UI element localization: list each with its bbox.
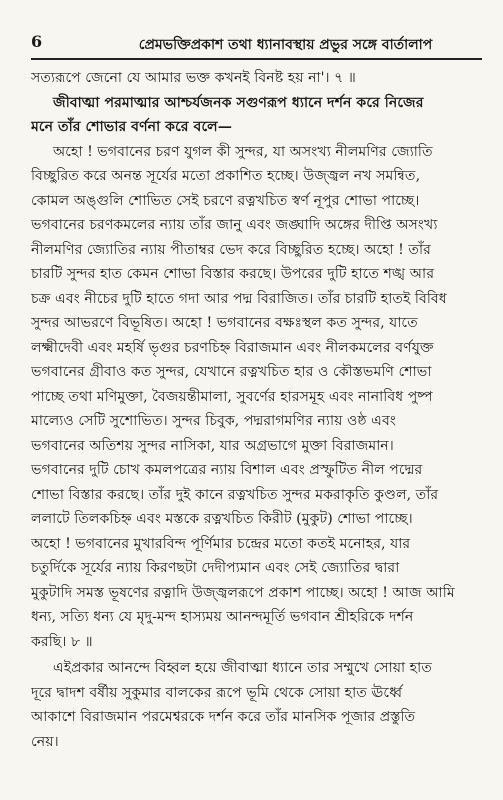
- running-title: প্রেমভক্তিপ্রকাশ তথা ধ্যানাবস্থায় প্রভুর সঙ্গে বার্তালাপ: [138, 37, 433, 53]
- text-line: চতুর্দিকে সূর্যের ন্যায় কিরণছটা দেদীপ্যমান এবং সেই জ্যোতির দ্বারা: [31, 560, 400, 576]
- text-line: লক্ষ্মীদেবী এবং মহর্ষি ভৃগুর চরণচিহ্ন বিরাজমান এবং নীলকমলের বর্ণযুক্ত: [31, 339, 434, 356]
- text-line: চক্র এবং নীচের দুটি হাতে গদা আর পদ্ম বিরাজিত। তাঁর চারটি হাতই বিবিধ: [31, 290, 447, 307]
- text-line: দূরে দ্বাদশ বর্ষীয় সুকুমার বালকের রূপে ভূমি থেকে সোয়া হাত ঊর্ধ্বে: [31, 684, 403, 701]
- header-divider: [31, 58, 482, 60]
- page-header: [31, 32, 482, 58]
- text-line: সুন্দর আভরণে বিভূষিত। অহো ! ভগবানের বক্ষঃস্থল কত সুন্দর, যাতে: [31, 315, 418, 331]
- bold-heading-line: জীবাত্মা পরমাত্মার আশ্চর্যজনক সগুণরূপ ধ্যানে দর্শন করে নিজের: [53, 94, 424, 111]
- text-line: নীলমণির জ্যোতির ন্যায় পীতাম্বর ভেদ করে বিচ্ছুরিত হচ্ছে। অহো ! তাঁর: [31, 241, 431, 258]
- text-line: আকাশে বিরাজমান পরমেশ্বরকে দর্শন করে তাঁর মানসিক পূজার প্রস্তুতি: [31, 709, 416, 725]
- bold-heading-line: মনে তাঁর শোভার বর্ণনা করে বলে—: [31, 119, 232, 135]
- text-line: কোমল অঙ্গুলি শোভিত সেই চরণে রত্নখচিত স্বর্ণ নূপুর শোভা পাচ্ছে।: [31, 192, 420, 209]
- text-line: এইপ্রকার আনন্দে বিহ্বল হয়ে জীবাত্মা ধ্যানে তার সম্মুখে সোয়া হাত: [53, 660, 432, 676]
- text-line: মাল্যেও সেটি সুশোভিত। সুন্দর চিবুক, পদ্মরাগমণির ন্যায় ওষ্ঠ এবং: [31, 413, 396, 429]
- text-line: সত্যরূপে জেনো যে আমার ভক্ত কখনই বিনষ্ট হয় না'। ৭ ॥: [31, 70, 356, 86]
- text-line: ভগবানের চরণকমলের ন্যায় তাঁর জানু এবং জঙ্ঘাদি অঙ্গের দীপ্তি অসংখ্য: [31, 217, 438, 233]
- text-line: চারটি সুন্দর হাত কেমন শোভা বিস্তার করছে। উপরের দুটি হাতে শঙ্খ আর: [31, 266, 435, 282]
- text-line: ভগবানের অতিশয় সুন্দর নাসিকা, যার অগ্রভাগে মুক্তা বিরাজমান।: [31, 437, 394, 454]
- text-line: শোভা বিস্তার করছে। তাঁর দুই কানে রত্নখচিত সুন্দর মকরাকৃতি কুণ্ডল, তাঁর: [31, 486, 439, 503]
- text-line: ধন্য, সত্যি ধন্য যে মৃদু-মন্দ হাস্যময় আনন্দমূর্তি ভগবান শ্রীহরিকে দর্শন: [31, 609, 414, 625]
- text-line: ললাটে তিলকচিহ্ন এবং মস্তকে রত্নখচিত কিরীট (মুকুট) শোভা পাচ্ছে।: [31, 511, 413, 527]
- page-number: 6: [31, 32, 43, 51]
- text-line: অহো ! ভগবানের মুখারবিন্দ পূর্ণিমার চন্দ্রের মতো কতই মনোহর, যার: [31, 535, 411, 552]
- page-body: [31, 66, 482, 754]
- text-line: ভগবানের গ্রীবাও কত সুন্দর, যেখানে রত্নখচিত হার ও কৌস্তভমণি শোভা: [31, 364, 432, 380]
- text-line: পাচ্ছে তথা মণিমুক্তা, বৈজয়ন্তীমালা, সুবর্ণের হারসমূহ এবং নানাবিধ পুষ্প: [31, 388, 433, 405]
- text-line: ভগবানের দুটি চোখ কমলপত্রের ন্যায় বিশাল এবং প্রস্ফুটিত নীল পদ্মের: [31, 462, 423, 478]
- text-line: বিচ্ছুরিত করে অনন্ত সূর্যের মতো প্রকাশিত হচ্ছে। উজ্জ্বল নখ সমন্বিত,: [31, 168, 421, 184]
- text-line: নেয়।: [31, 733, 59, 750]
- text-line: করছি। ৮ ॥: [31, 633, 93, 650]
- text-line: অহো ! ভগবানের চরণ যুগল কী সুন্দর, যা অসংখ্য নীলমণির জ্যোতি: [53, 143, 433, 160]
- text-line: মুকুটাদি সমস্ত ভূষণের রত্নাদি উজ্জ্বলরূপে প্রকাশ পাচ্ছে। অহো ! আজ আমি: [31, 584, 455, 601]
